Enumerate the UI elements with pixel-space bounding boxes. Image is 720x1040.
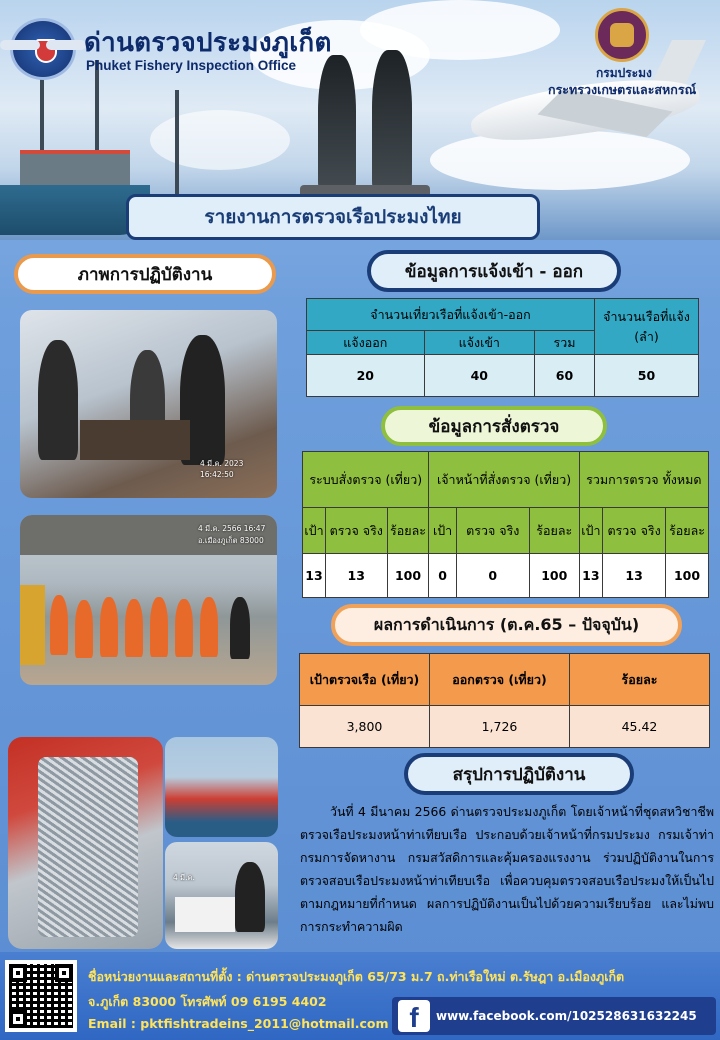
notify-col-out: แจ้งออก: [307, 331, 425, 355]
notify-value-out: 20: [307, 355, 425, 397]
results-value-target: 3,800: [300, 706, 430, 748]
order-value: 13: [603, 554, 666, 598]
order-value: 100: [666, 554, 709, 598]
order-group-system: ระบบสั่งตรวจ (เที่ยว): [303, 452, 429, 508]
order-sub-percent: ร้อยละ: [387, 508, 429, 554]
notify-value-in: 40: [424, 355, 534, 397]
summary-text: วันที่ 4 มีนาคม 2566 ด่านตรวจประมงภูเก็ต โดยเจ้าหน้าที่ชุดสหวิชาชีพตรวจเรือประมงหน้าท่าเทียบเรือ ประกอบด้วยเจ้าหน้าที่กรมประมง กรมเจ้าท่า กรมการจัดหางาน กรมสวัสดิการและคุ้มครองแรงงาน ร่วมปฏิบัติงานในการตรวจสอบเรือประมงหน้าท่าเทียบเรือ เพื่อควบคุมตรวจสอบเรือประมงให้เป็นไปตามกฎหมายที่กำหนด ผลการปฏิบัติงานเป็นไปด้วยความเรียบร้อย และไม่พบการกระทำความผิด: [300, 804, 714, 934]
order-table: [302, 451, 709, 598]
order-sub-target: เป้า: [579, 508, 602, 554]
notify-value-total: 60: [534, 355, 594, 397]
order-value: 100: [387, 554, 429, 598]
notify-boats-header: จำนวนเรือที่แจ้ง (ลำ): [595, 299, 699, 355]
results-value-percent: 45.42: [570, 706, 710, 748]
results-header-target: เป้าตรวจเรือ (เที่ยว): [300, 654, 430, 706]
photo-timestamp: 4 มี.ค. 2023 16:42:50: [200, 459, 244, 479]
inspection-photo-1: [20, 310, 277, 498]
order-value: 13: [303, 554, 326, 598]
results-header-percent: ร้อยละ: [570, 654, 710, 706]
ministry-name: กระทรวงเกษตรและสหกรณ์: [548, 82, 697, 97]
notify-value-boats: 50: [595, 355, 699, 397]
order-sub-actual: ตรวจ จริง: [325, 508, 387, 554]
office-title: ด่านตรวจประมงภูเก็ต: [84, 28, 332, 58]
fish-catch-photo: [8, 737, 163, 949]
order-value: 0: [429, 554, 456, 598]
qr-code[interactable]: [5, 960, 77, 1032]
heroines-statue-image: [318, 55, 356, 195]
order-sub-percent: ร้อยละ: [666, 508, 709, 554]
order-sub-actual: ตรวจ จริง: [456, 508, 529, 554]
facebook-url[interactable]: www.facebook.com/102528631632245: [436, 1009, 697, 1023]
photo-timestamp-2: 4 มี.ค. 2566 16:47: [198, 524, 266, 533]
footer-address: ชื่อหน่วยงานและสถานที่ตั้ง : ด่านตรวจประมงภูเก็ต 65/73 ม.7 ถ.ท่าเรือใหม่ ต.รัษฎา อ.เมืองภูเก็ต: [88, 969, 625, 984]
office-subtitle: Phuket Fishery Inspection Office: [86, 58, 297, 73]
photo-location-2: อ.เมืองภูเก็ต 83000: [198, 536, 264, 545]
order-group-total: รวมการตรวจ ทั้งหมด: [579, 452, 708, 508]
notify-table: [306, 298, 699, 397]
order-value: 0: [456, 554, 529, 598]
order-heading: ข้อมูลการสั่งตรวจ: [381, 406, 607, 446]
order-value: 13: [579, 554, 602, 598]
department-name: กรมประมง: [596, 66, 652, 80]
department-of-fisheries-logo: [595, 8, 649, 62]
footer-email[interactable]: Email : pktfishtradeins_2011@hotmail.com: [88, 1016, 389, 1031]
footer-phone: จ.ภูเก็ต 83000 โทรศัพท์ 09 6195 4402: [88, 994, 327, 1009]
order-sub-actual: ตรวจ จริง: [603, 508, 666, 554]
summary-heading: สรุปการปฏิบัติงาน: [404, 753, 634, 795]
order-value: 13: [325, 554, 387, 598]
order-sub-target: เป้า: [429, 508, 456, 554]
notify-col-in: แจ้งเข้า: [424, 331, 534, 355]
notify-heading: ข้อมูลการแจ้งเข้า - ออก: [367, 250, 621, 292]
results-table: [299, 653, 710, 748]
fishing-boat-photo: [165, 737, 278, 837]
inspection-photo-2: [20, 515, 277, 685]
facebook-icon: f: [398, 1000, 430, 1032]
order-sub-percent: ร้อยละ: [529, 508, 579, 554]
results-header-inspected: ออกตรวจ (เที่ยว): [430, 654, 570, 706]
order-group-officer: เจ้าหน้าที่สั่งตรวจ (เที่ยว): [429, 452, 579, 508]
report-title: รายงานการตรวจเรือประมงไทย: [126, 194, 540, 240]
results-heading: ผลการดำเนินการ (ต.ค.65 – ปัจจุบัน): [331, 604, 682, 646]
notify-col-total: รวม: [534, 331, 594, 355]
notify-group-header: จำนวนเที่ยวเรือที่แจ้งเข้า-ออก: [307, 299, 595, 331]
work-photos-heading: ภาพการปฏิบัติงาน: [14, 254, 276, 294]
order-value: 100: [529, 554, 579, 598]
document-check-photo: [165, 842, 278, 949]
results-value-inspected: 1,726: [430, 706, 570, 748]
boat-image: [20, 150, 130, 190]
photo-timestamp-5: 4 มี.ค.: [173, 873, 195, 882]
order-sub-target: เป้า: [303, 508, 326, 554]
